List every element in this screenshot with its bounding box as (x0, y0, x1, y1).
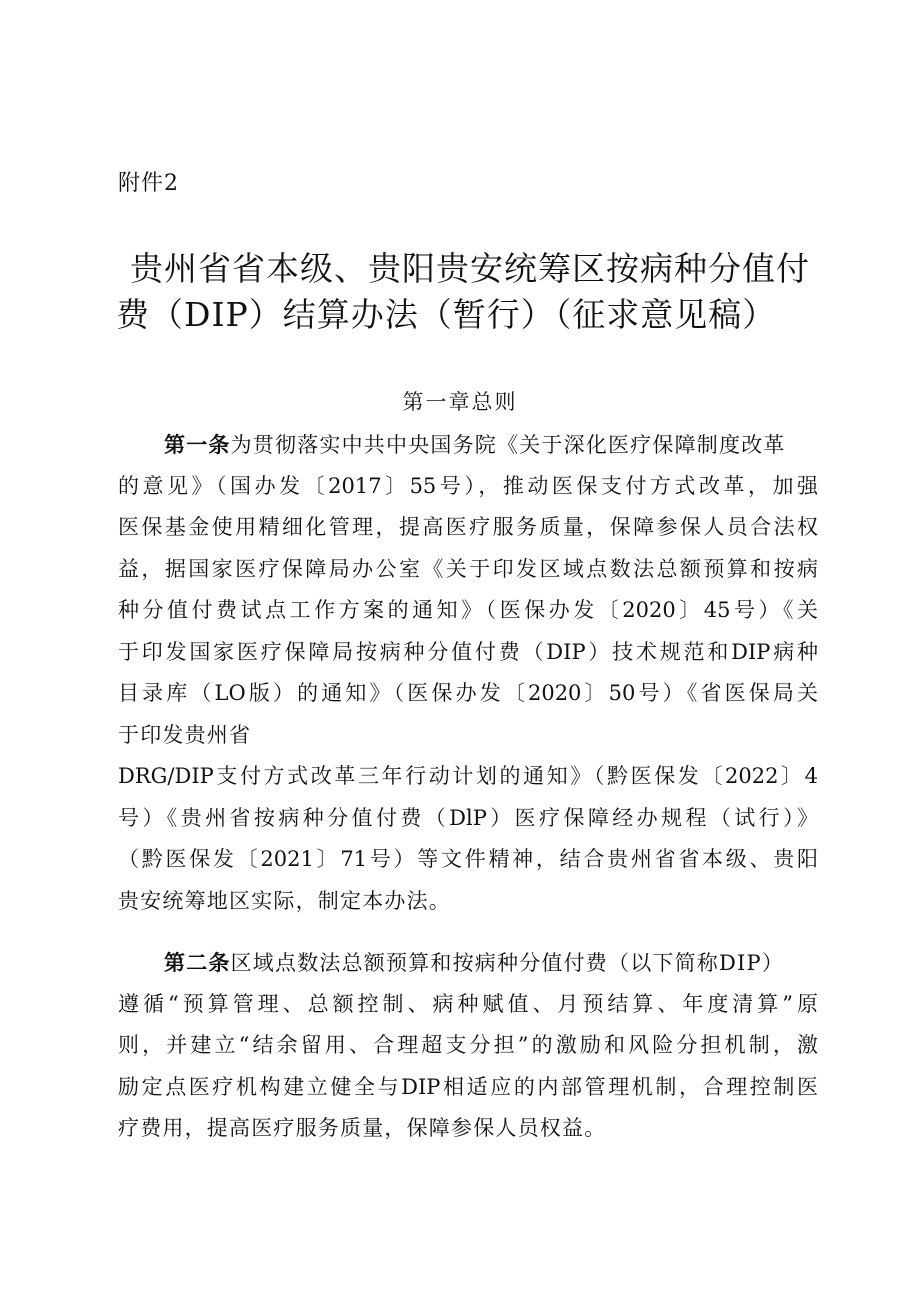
article-1-line-9: DRG/DIP支付方式改革三年行动计划的通知》（黔医保发〔2022〕4 (118, 764, 818, 788)
article-2-line-4: 励定点医疗机构建立健全与DIP相适应的内部管理机制，合理控制医 (118, 1074, 818, 1099)
article-2-line-1 (118, 942, 818, 984)
article-1-line-8: 于印发贵州省 (118, 722, 252, 747)
article-1-label: 第一条 (164, 432, 231, 457)
article-2-line-5: 疗费用，提高医疗服务质量，保障参保人员权益。 (118, 1116, 607, 1140)
attachment-label: 附件2 (118, 171, 179, 196)
article-2-line-2: 遵循“预算管理、总额控制、病种赋值、月预结算、年度清算”原 (118, 991, 818, 1016)
document-title (116, 246, 816, 338)
article-2-line-1-text: 区域点数法总额预算和按病种分值付费（以下简称DIP） (230, 951, 785, 975)
article-1-line-10: 号）《贵州省按病种分值付费（DlP）医疗保障经办规程（试行）》 (118, 805, 818, 830)
article-1-line-5: 种分值付费试点工作方案的通知》（医保办发〔2020〕45号）《关 (118, 598, 818, 622)
article-1-line-4: 益，据国家医疗保障局办公室《关于印发区域点数法总额预算和按病 (118, 556, 818, 581)
article-1-line-1-text: 为贯彻落实中共中央国务院《关于深化医疗保障制度改革 (230, 433, 786, 457)
article-2-label: 第二条 (164, 950, 231, 975)
article-1-line-7: 目录库（LO版）的通知》（医保办发〔2020〕50号）《省医保局关 (118, 681, 818, 705)
article-1-line-2: 的意见》（国办发〔2017〕55号），推动医保支付方式改革，加强 (118, 473, 818, 498)
article-2 (118, 942, 818, 1150)
article-1 (118, 424, 818, 922)
article-1-line-1 (118, 424, 818, 466)
title-line-2: 费（DIP）结算办法（暂行）（征求意见稿） (116, 295, 777, 334)
article-1-line-3: 医保基金使用精细化管理，提高医疗服务质量，保障参保人员合法权 (118, 515, 818, 539)
article-1-line-12: 贵安统筹地区实际，制定本办法。 (118, 888, 451, 913)
chapter-heading: 第一章总则 (402, 390, 518, 414)
article-1-line-6: 于印发国家医疗保障局按病种分值付费（DIP）技术规范和DIP病种 (118, 639, 818, 664)
title-line-1: 贵州省省本级、贵阳贵安统筹区按病种分值付 (130, 249, 810, 288)
article-1-line-11: （黔医保发〔2021〕71号）等文件精神，结合贵州省省本级、贵阳 (118, 847, 818, 871)
article-2-line-3: 则，并建立“结余留用、合理超支分担”的激励和风险分担机制，激 (118, 1033, 818, 1057)
